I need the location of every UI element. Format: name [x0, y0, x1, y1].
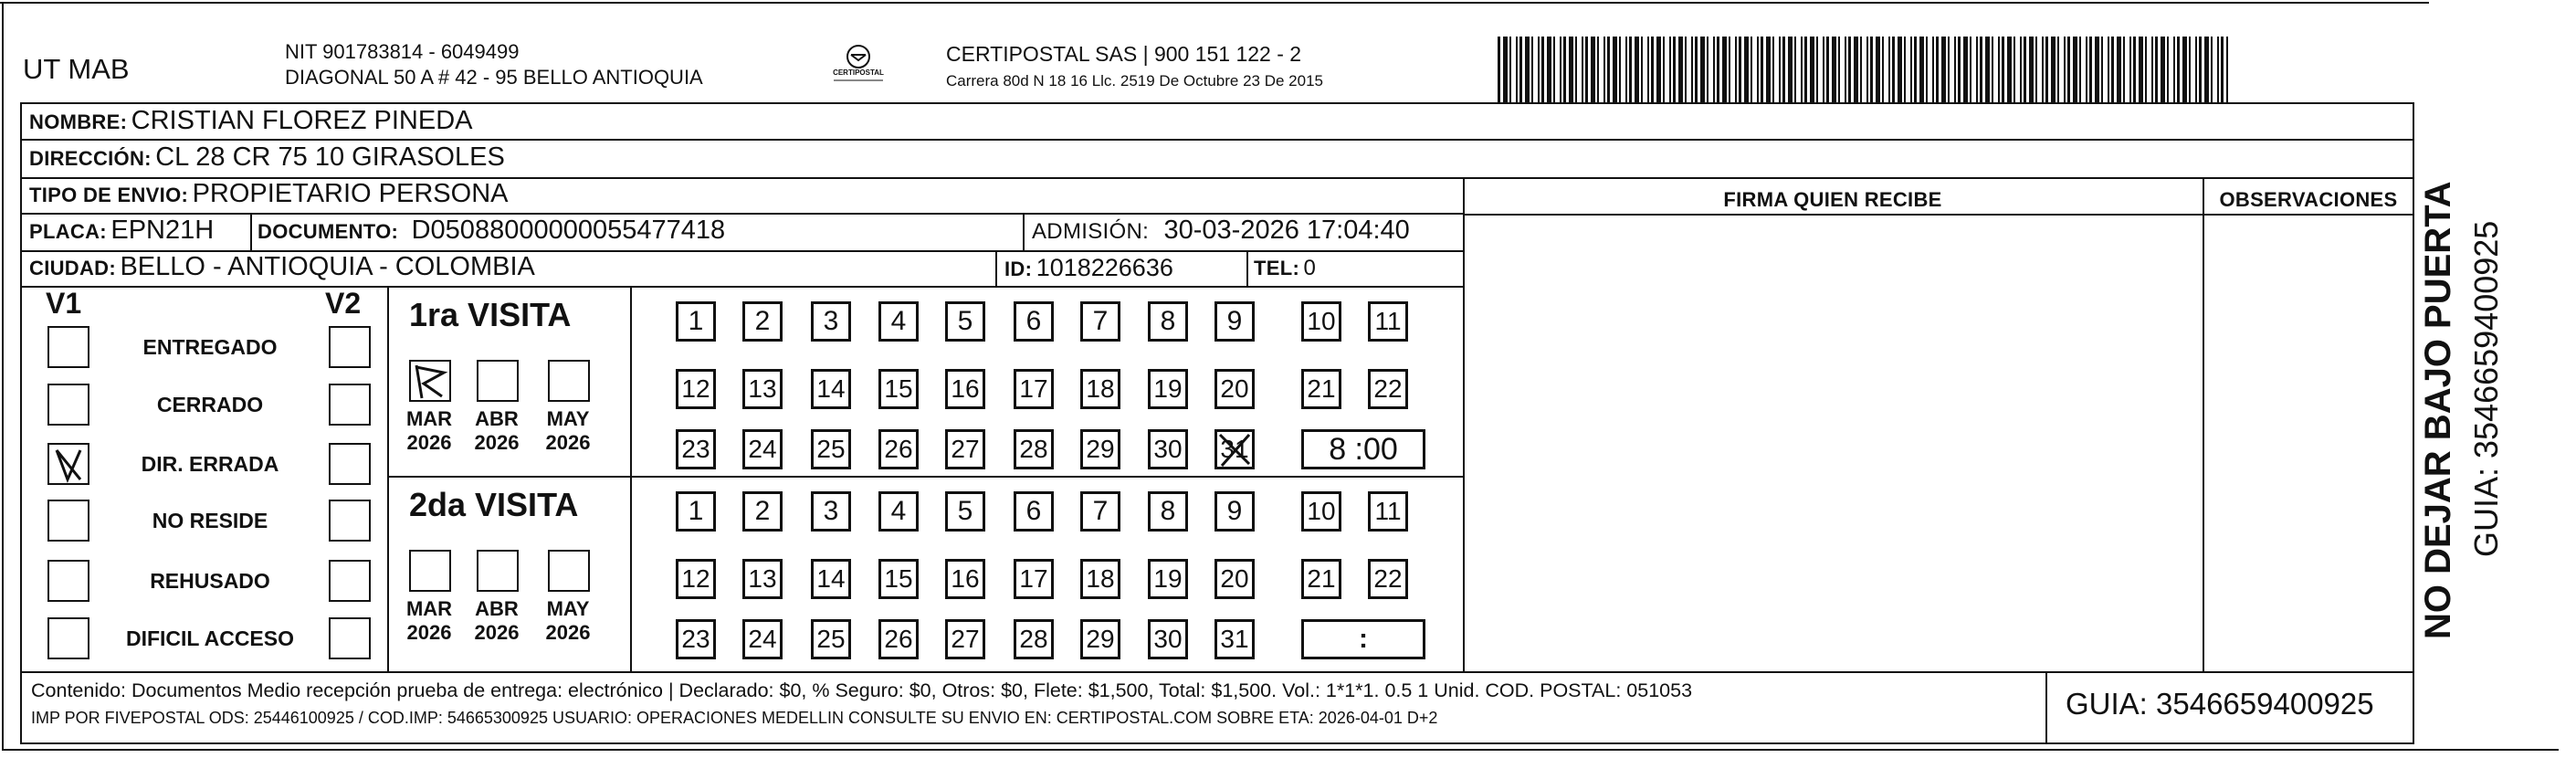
day-cell[interactable] — [1301, 559, 1341, 599]
company-name: UT MAB — [23, 53, 130, 85]
day-number: 10 — [1307, 307, 1336, 335]
month-name: MAY — [546, 407, 590, 430]
address-line: DIAGONAL 50 A # 42 - 95 BELLO ANTIOQUIA — [285, 66, 703, 89]
day-cell[interactable] — [742, 429, 783, 469]
day-cell[interactable] — [1148, 491, 1188, 532]
day-number: 28 — [1019, 625, 1048, 653]
month-checkbox[interactable] — [409, 360, 451, 402]
time-value: : — [1359, 624, 1368, 654]
day-cell[interactable] — [742, 491, 783, 532]
day-cell[interactable] — [676, 491, 716, 532]
day-cell[interactable] — [945, 301, 985, 342]
time-field[interactable] — [1301, 619, 1425, 659]
documento-row — [258, 216, 725, 246]
footer-line — [20, 671, 2414, 673]
month-checkbox[interactable] — [477, 550, 519, 592]
day-cell[interactable] — [676, 619, 716, 659]
day-number: 11 — [1374, 497, 1402, 525]
visit-mid-line — [387, 476, 1463, 478]
day-cell[interactable] — [811, 369, 851, 409]
day-number: 25 — [816, 625, 846, 653]
documento-label: DOCUMENTO: — [258, 220, 399, 243]
day-cell[interactable] — [1301, 301, 1341, 342]
day-number: 3 — [823, 496, 839, 526]
tipo-value: PROPIETARIO PERSONA — [192, 179, 509, 208]
logo-text: CERTIPOSTAL — [833, 68, 884, 77]
month-name: MAR — [405, 407, 453, 430]
day-number: 6 — [1025, 496, 1042, 526]
check-mark-icon — [49, 445, 88, 483]
day-number: 21 — [1307, 564, 1336, 593]
day-number: 13 — [748, 374, 777, 403]
top-border — [0, 2, 2429, 4]
day-number: 13 — [748, 564, 777, 593]
month-checkbox[interactable] — [409, 550, 451, 592]
day-number: 3 — [823, 306, 839, 336]
day-cell[interactable] — [878, 559, 919, 599]
day-cell[interactable] — [878, 619, 919, 659]
day-cell[interactable] — [1014, 559, 1054, 599]
month-year: 2026 — [406, 621, 452, 644]
month-label — [541, 597, 595, 645]
day-cell[interactable] — [811, 559, 851, 599]
bottom-border — [2, 749, 2559, 751]
day-number: 27 — [951, 625, 980, 653]
day-number: 14 — [816, 564, 846, 593]
direccion-label: DIRECCIÓN: — [29, 147, 152, 170]
v2-checkbox[interactable] — [329, 560, 371, 602]
month-label — [402, 597, 457, 645]
v2-checkbox[interactable] — [329, 326, 371, 368]
month-checkbox[interactable] — [548, 360, 590, 402]
day-number: 28 — [1019, 435, 1048, 463]
day-cell[interactable] — [1080, 559, 1120, 599]
day-number: 29 — [1086, 435, 1115, 463]
day-number: 20 — [1220, 374, 1249, 403]
day-cell[interactable] — [945, 369, 985, 409]
day-number: 5 — [957, 306, 973, 336]
side-warning: NO DEJAR BAJO PUERTA — [2418, 181, 2458, 639]
day-cell[interactable] — [1148, 429, 1188, 469]
day-number: 22 — [1373, 374, 1403, 403]
v2-heading: V2 — [325, 287, 362, 320]
day-cell[interactable] — [878, 491, 919, 532]
day-cell[interactable] — [1214, 301, 1255, 342]
day-number: 8 — [1160, 306, 1176, 336]
documento-value: D05088000000055477418 — [411, 216, 726, 245]
footer-guia-divider — [2045, 671, 2047, 744]
day-number: 19 — [1153, 374, 1183, 403]
day-number: 4 — [890, 306, 907, 336]
day-number: 19 — [1153, 564, 1183, 593]
tel-value: 0 — [1303, 256, 1316, 280]
tipo-row — [29, 179, 508, 209]
ciudad-value: BELLO - ANTIOQUIA - COLOMBIA — [120, 252, 535, 281]
id-value: 1018226636 — [1036, 254, 1173, 281]
day-number: 8 — [1160, 496, 1176, 526]
tel-divider — [1246, 250, 1248, 286]
day-number: 31 — [1220, 625, 1249, 653]
day-cell[interactable] — [1014, 429, 1054, 469]
day-cell[interactable] — [1301, 369, 1341, 409]
day-number: 16 — [951, 564, 980, 593]
time-value: 8 :00 — [1329, 432, 1398, 467]
status-label: CERRADO — [156, 393, 264, 416]
visit-title: 2da VISITA — [409, 486, 579, 523]
day-cross-mark-icon — [1214, 429, 1255, 469]
day-cell[interactable] — [878, 429, 919, 469]
day-cell[interactable] — [945, 559, 985, 599]
day-number: 23 — [681, 625, 710, 653]
day-cell[interactable] — [811, 619, 851, 659]
month-label — [541, 407, 595, 455]
day-number: 23 — [681, 435, 710, 463]
day-number: 14 — [816, 374, 846, 403]
day-number: 26 — [884, 435, 913, 463]
placa-value: EPN21H — [110, 216, 215, 245]
v1-heading: V1 — [46, 287, 82, 320]
v1-checkbox[interactable] — [47, 617, 89, 659]
barcode — [1498, 37, 2228, 102]
carrier-license: Carrera 80d N 18 16 Llc. 2519 De Octubre 23 De 2015 — [946, 72, 1323, 89]
day-cell[interactable] — [1148, 369, 1188, 409]
day-cell[interactable] — [1014, 619, 1054, 659]
day-number: 26 — [884, 625, 913, 653]
status-label: ENTREGADO — [142, 335, 278, 359]
month-year: 2026 — [406, 431, 452, 454]
id-divider — [995, 250, 997, 286]
left-border — [2, 2, 4, 751]
day-number: 7 — [1092, 496, 1109, 526]
day-number: 7 — [1092, 306, 1109, 336]
day-cell[interactable] — [878, 301, 919, 342]
admision-value: 30-03-2026 17:04:40 — [1163, 216, 1410, 245]
month-year: 2026 — [474, 431, 520, 454]
day-cell[interactable] — [676, 301, 716, 342]
footer-content-line: Contenido: Documentos Medio recepción prueba de entrega: electrónico | Declarado: $0, % Seguro: $0, Otros: $0, Flete: $1,500, Total: $1,500. Vol.: 1*1*1. 0.5 1 Unid. COD. POSTAL: 051053 — [31, 679, 1693, 701]
observaciones-heading: OBSERVACIONES — [2219, 188, 2398, 211]
v2-checkbox[interactable] — [329, 384, 371, 426]
day-cell[interactable] — [1148, 301, 1188, 342]
placa-label: PLACA: — [29, 220, 107, 243]
day-number: 22 — [1373, 564, 1403, 593]
v1-checkbox[interactable] — [47, 384, 89, 426]
day-cell[interactable] — [878, 369, 919, 409]
day-cell[interactable] — [1080, 491, 1120, 532]
row-line-5 — [20, 286, 1463, 288]
day-number: 18 — [1086, 374, 1115, 403]
day-number: 1 — [688, 496, 704, 526]
side-guia: GUIA: 3546659400925 — [2467, 220, 2505, 557]
obs-left-line — [2203, 177, 2204, 671]
day-cell[interactable] — [945, 619, 985, 659]
day-cell[interactable] — [811, 429, 851, 469]
day-cell[interactable] — [1214, 491, 1255, 532]
nombre-row — [29, 106, 472, 136]
status-divider — [387, 286, 389, 671]
day-number: 24 — [748, 435, 777, 463]
month-year: 2026 — [474, 621, 520, 644]
id-label: ID: — [1004, 258, 1033, 280]
firma-left-line — [1463, 177, 1465, 671]
time-field[interactable] — [1301, 429, 1425, 469]
month-name: ABR — [475, 407, 519, 430]
ciudad-row — [29, 252, 535, 282]
day-number: 20 — [1220, 564, 1249, 593]
month-checkbox[interactable] — [548, 550, 590, 592]
day-number: 12 — [681, 374, 710, 403]
month-year: 2026 — [545, 431, 591, 454]
row-line-3 — [20, 213, 1463, 215]
day-cell[interactable] — [1214, 559, 1255, 599]
day-number: 27 — [951, 435, 980, 463]
day-cell[interactable] — [676, 369, 716, 409]
day-number: 15 — [884, 564, 913, 593]
day-cell[interactable] — [1080, 369, 1120, 409]
firma-heading: FIRMA QUIEN RECIBE — [1723, 188, 1942, 211]
v1-checkbox[interactable] — [47, 326, 89, 368]
day-number: 25 — [816, 435, 846, 463]
day-number: 29 — [1086, 625, 1115, 653]
month-checkbox[interactable] — [477, 360, 519, 402]
nit-line: NIT 901783814 - 6049499 — [285, 40, 520, 63]
id-row — [1004, 254, 1173, 282]
day-cell[interactable] — [1080, 429, 1120, 469]
day-number: 2 — [754, 306, 771, 336]
nombre-value: CRISTIAN FLOREZ PINEDA — [131, 106, 473, 135]
day-cell[interactable] — [742, 301, 783, 342]
day-number: 30 — [1153, 625, 1183, 653]
day-cell[interactable] — [1368, 491, 1408, 532]
day-cell[interactable] — [1368, 559, 1408, 599]
footer-guia: GUIA: 3546659400925 — [2066, 687, 2374, 721]
footer-imp-line: IMP POR FIVEPOSTAL ODS: 25446100925 / COD.IMP: 54665300925 USUARIO: OPERACIONES MEDELLIN CONSULTE SU ENVIO EN: CERTIPOSTAL.COM SOBRE ETA: 2026-04-01 D+2 — [31, 709, 1438, 727]
v2-checkbox[interactable] — [329, 500, 371, 542]
day-number: 17 — [1019, 374, 1048, 403]
month-year: 2026 — [545, 621, 591, 644]
month-name: MAR — [405, 597, 453, 620]
admision-divider — [1023, 213, 1025, 250]
day-number: 31 — [1220, 435, 1249, 463]
ciudad-label: CIUDAD: — [29, 257, 116, 279]
status-label: DIR. ERRADA — [141, 452, 279, 476]
day-number: 18 — [1086, 564, 1115, 593]
month-label — [402, 407, 457, 455]
month-name: MAY — [546, 597, 590, 620]
day-cell[interactable] — [1014, 301, 1054, 342]
v1-checkbox[interactable] — [47, 560, 89, 602]
admision-row — [1032, 216, 1410, 246]
certipostal-logo — [826, 38, 890, 93]
day-number: 9 — [1226, 496, 1243, 526]
status-label: DIFICIL ACCESO — [125, 626, 294, 650]
day-number: 9 — [1226, 306, 1243, 336]
placa-row — [29, 216, 214, 246]
day-cell[interactable] — [1014, 491, 1054, 532]
day-cell[interactable] — [811, 491, 851, 532]
v1-checkbox[interactable] — [47, 443, 89, 485]
day-cell[interactable] — [1080, 301, 1120, 342]
day-cell[interactable] — [676, 429, 716, 469]
month-name: ABR — [475, 597, 519, 620]
day-cell[interactable] — [1080, 619, 1120, 659]
nombre-label: NOMBRE: — [29, 111, 128, 133]
day-cell[interactable] — [1148, 559, 1188, 599]
day-cell[interactable] — [1214, 619, 1255, 659]
day-cell[interactable] — [742, 559, 783, 599]
month-label — [469, 597, 524, 645]
placa-divider — [250, 213, 252, 250]
visit-divider — [630, 286, 632, 671]
status-label: NO RESIDE — [152, 509, 268, 532]
day-number: 21 — [1307, 374, 1336, 403]
day-cell[interactable] — [1368, 369, 1408, 409]
v2-checkbox[interactable] — [329, 443, 371, 485]
tel-label: TEL: — [1254, 257, 1300, 279]
day-number: 16 — [951, 374, 980, 403]
day-number: 12 — [681, 564, 710, 593]
direccion-value: CL 28 CR 75 10 GIRASOLES — [155, 142, 505, 172]
day-number: 24 — [748, 625, 777, 653]
day-number: 5 — [957, 496, 973, 526]
day-cell[interactable] — [811, 301, 851, 342]
day-number: 4 — [890, 496, 907, 526]
day-cell[interactable] — [1014, 369, 1054, 409]
day-cell[interactable] — [742, 619, 783, 659]
day-cell[interactable] — [1214, 429, 1255, 469]
firma-header-line — [1463, 214, 2414, 216]
visit-title: 1ra VISITA — [409, 296, 572, 333]
carrier-line: CERTIPOSTAL SAS | 900 151 122 - 2 — [946, 42, 1302, 66]
month-label — [469, 407, 524, 455]
day-cell[interactable] — [676, 559, 716, 599]
day-number: 1 — [688, 306, 704, 336]
day-cell[interactable] — [945, 429, 985, 469]
v1-checkbox[interactable] — [47, 500, 89, 542]
day-cell[interactable] — [1368, 301, 1408, 342]
day-number: 15 — [884, 374, 913, 403]
day-cell[interactable] — [742, 369, 783, 409]
direccion-row — [29, 142, 505, 173]
check-mark-icon — [411, 362, 449, 400]
day-number: 11 — [1374, 307, 1402, 335]
tel-row — [1254, 256, 1316, 281]
day-number: 17 — [1019, 564, 1048, 593]
row-line-1 — [20, 139, 2414, 141]
day-number: 10 — [1307, 497, 1336, 525]
day-number: 6 — [1025, 306, 1042, 336]
day-cell[interactable] — [1148, 619, 1188, 659]
day-number: 2 — [754, 496, 771, 526]
day-cell[interactable] — [945, 491, 985, 532]
v2-checkbox[interactable] — [329, 617, 371, 659]
admision-label: ADMISIÓN: — [1032, 219, 1150, 244]
day-cell[interactable] — [1214, 369, 1255, 409]
tipo-label: TIPO DE ENVIO: — [29, 184, 189, 206]
day-number: 30 — [1153, 435, 1183, 463]
day-cell[interactable] — [1301, 491, 1341, 532]
status-label: REHUSADO — [150, 569, 270, 593]
